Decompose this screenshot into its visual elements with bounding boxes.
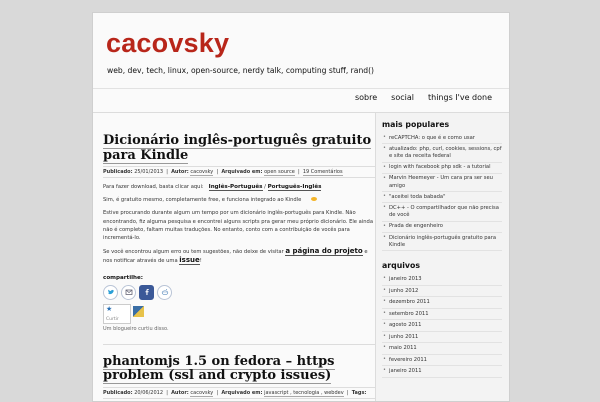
- author-link[interactable]: cacovsky: [190, 389, 214, 396]
- post-title[interactable]: phantomjs 1.5 on fedora – https problem (ssl and crypto issues): [103, 353, 335, 384]
- download-en-pt-link[interactable]: Inglês-Português: [208, 184, 263, 190]
- post-paragraph: Se você encontrou algum erro ou tem sugestões, não deixe de visitar a página do projeto e nos notificar através de uma issue!: [103, 247, 368, 265]
- list-item[interactable]: • junho 2011: [382, 332, 502, 344]
- divider: [103, 344, 375, 345]
- site-title[interactable]: cacovsky: [106, 28, 230, 58]
- category-links[interactable]: javascript , tecnologia , webdev: [264, 389, 344, 396]
- list-item[interactable]: • janeiro 2011: [382, 366, 502, 378]
- like-info: Um blogueiro curtiu disso.: [103, 325, 169, 332]
- popular-title: mais populares: [382, 120, 450, 129]
- main-content: [103, 113, 375, 402]
- star-icon: ★: [106, 304, 113, 313]
- main-nav: [348, 93, 499, 102]
- list-item[interactable]: • atualizado: php, curl, cookies, sessions, cpf e site da receita federal: [382, 144, 502, 162]
- avatar: [133, 306, 144, 317]
- list-item[interactable]: • fevereiro 2011: [382, 355, 502, 367]
- list-item[interactable]: • DC++ - O compartilhador que não precisa de você: [382, 203, 502, 221]
- twitter-icon: [107, 288, 115, 296]
- nav-sobre[interactable]: sobre: [354, 93, 378, 102]
- list-item[interactable]: • junho 2012: [382, 286, 502, 298]
- list-item[interactable]: • janeiro 2013: [382, 274, 502, 286]
- list-item[interactable]: • reCAPTCHA: o que é e como usar: [382, 133, 502, 144]
- post-meta: Publicado: 20/06/2012 | Autor: cacovsky | Arquivado em: javascript , tecnologia , webdev | Tags:: [103, 387, 375, 399]
- list-item[interactable]: • "aceitei toda babada": [382, 192, 502, 203]
- post-paragraph: Para fazer download, basta clicar aqui: Inglês-Português / Português-Inglês: [103, 184, 322, 190]
- list-item[interactable]: • Marvin Heemeyer - Um cara pra ser seu amigo: [382, 174, 502, 192]
- issue-link[interactable]: issue: [179, 256, 200, 265]
- archive-list: [382, 274, 502, 378]
- list-item[interactable]: • dezembro 2011: [382, 297, 502, 309]
- reddit-icon: [161, 288, 169, 296]
- divider: [93, 88, 509, 89]
- page: [92, 12, 510, 402]
- facebook-icon: [143, 288, 151, 296]
- nav-social[interactable]: social: [391, 93, 414, 102]
- comments-link[interactable]: 19 Comentários: [302, 169, 343, 175]
- project-page-link[interactable]: a página do projeto: [285, 247, 363, 256]
- like-button[interactable]: ★ Curtir: [103, 304, 131, 324]
- reddit-share-button[interactable]: [157, 285, 172, 300]
- list-item[interactable]: • setembro 2011: [382, 309, 502, 321]
- list-item[interactable]: • Prada de engenheiro: [382, 222, 502, 233]
- email-share-button[interactable]: [121, 285, 136, 300]
- author-link[interactable]: cacovsky: [190, 169, 214, 175]
- emoticon-icon: [311, 197, 317, 201]
- facebook-share-button[interactable]: [139, 285, 154, 300]
- nav-things-ive-done[interactable]: things I've done: [427, 93, 492, 102]
- post-title[interactable]: Dicionário inglês-português gratuito para Kindle: [103, 133, 372, 163]
- category-link[interactable]: open source: [264, 169, 295, 175]
- list-item[interactable]: • Dicionário inglês-português gratuito para Kindle: [382, 233, 502, 251]
- archive-title: arquivos: [382, 261, 420, 271]
- post-meta: Publicado: 25/01/2013 | Autor: cacovsky | Arquivado em: open source | 19 Comentários: [103, 166, 375, 178]
- share-label: compartilhe:: [103, 274, 144, 281]
- popular-list: [382, 133, 502, 251]
- share-buttons: [103, 285, 375, 300]
- list-item[interactable]: • maio 2011: [382, 343, 502, 355]
- post-paragraph: Sim, é gratuito mesmo, completamente free, e funciona integrado ao Kindle: [103, 196, 375, 204]
- site-description: web, dev, tech, linux, open-source, nerdy talk, computing stuff, rand(): [107, 66, 375, 75]
- download-pt-en-link[interactable]: Português-Inglês: [267, 184, 322, 190]
- twitter-share-button[interactable]: [103, 285, 118, 300]
- post-paragraph: Estive procurando durante algum um tempo por um dicionário inglês-português para Kindle. Não encontrando, fiz alguma pesquisa e encontrei alguns scripts pra gerar meu próprio dicionário. Ele ainda não é completo, faltam muitas traduções. No entanto, conto com a contribuição de vocês para incrementá-lo.: [103, 210, 374, 242]
- list-item[interactable]: • agosto 2011: [382, 320, 502, 332]
- post: [103, 355, 375, 399]
- post: [103, 134, 375, 332]
- sidebar: [375, 113, 510, 402]
- email-icon: [125, 288, 133, 296]
- list-item[interactable]: • login with facebook php sdk - a tutorial: [382, 163, 502, 174]
